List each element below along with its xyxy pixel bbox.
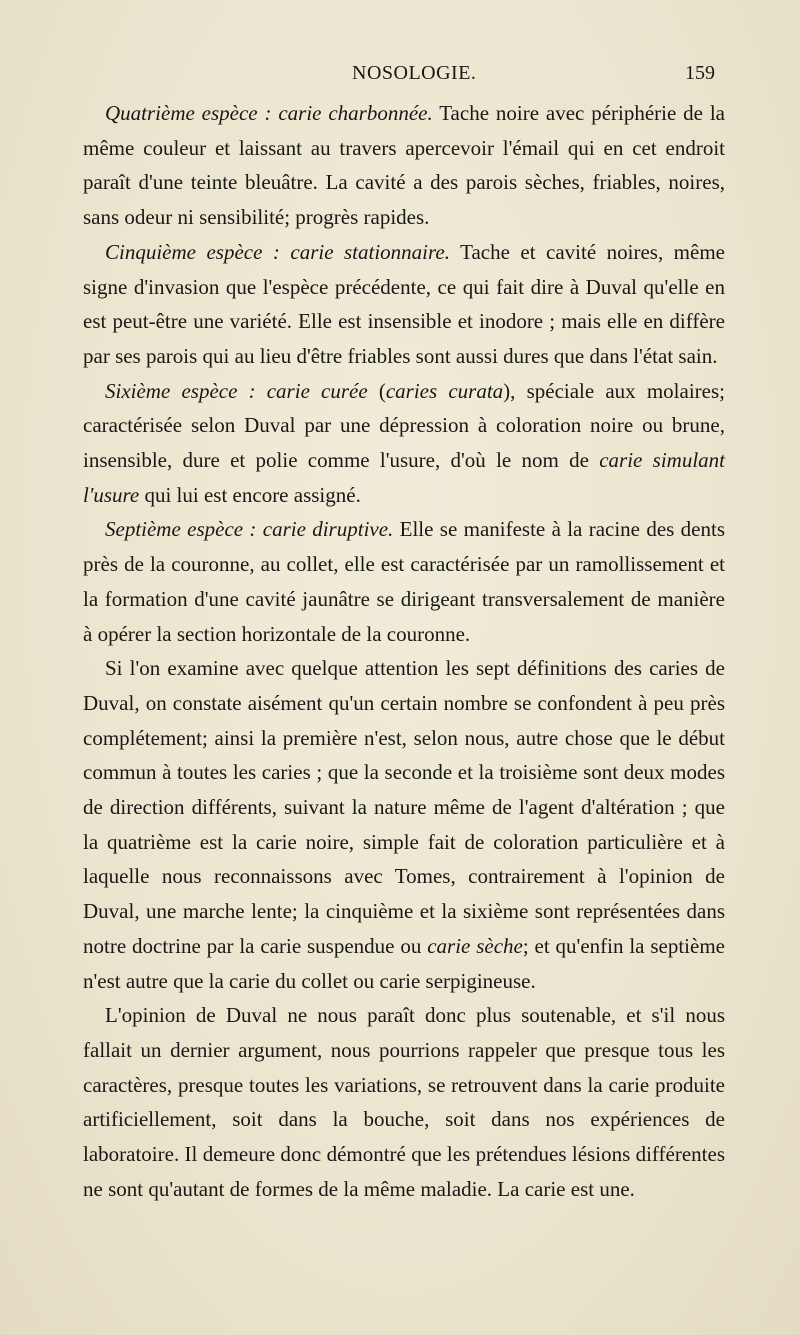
- paragraph-text: (: [367, 378, 386, 403]
- paragraph-septieme-espece: [83, 512, 725, 651]
- emphasized-term: carie simulant l'usure: [83, 448, 725, 507]
- paragraph-conclusion: [83, 998, 725, 1206]
- paragraph-text: Si l'on examine avec quelque attention les sept définitions des caries de Duval, on constate aisément qu'un certain nombre se confondent à peu près complétement; ainsi la première n'est, selon nous, autre chose que le début commun à toutes les caries ; que la seconde et la troisième sont deux modes de direction différents, suivant la nature même de l'agent d'altération ; que la quatrième est la carie noire, simple fait de coloration particulière et à laquelle nous reconnaissons avec Tomes, contrairement à l'opinion de Duval, une marche lente; la cinquième et la sixième sont représentées dans notre doctrine par la carie suspendue ou: [83, 656, 725, 958]
- paragraph-cinquieme-espece: [83, 235, 725, 374]
- paragraph-body: L'opinion de Duval ne nous paraît donc plus soutenable, et s'il nous fallait un dernier argument, nous pourrions rappeler que presque tous les caractères, presque toutes les variations, se retrouvent dans la carie produite artificiellement, soit dans la bouche, soit dans nos expériences de laboratoire. Il demeure donc démontré que les prétendues lésions différentes ne sont qu'autant de formes de la même maladie. La carie est une.: [83, 1003, 725, 1201]
- paragraph-examen-definitions: [83, 651, 725, 998]
- paragraph-text: ; et qu'enfin la septième n'est autre que la carie du collet ou carie serpigineuse.: [83, 933, 725, 993]
- paragraph-lead: Sixième espèce : carie curée: [105, 378, 368, 403]
- paragraph-body: Elle se manifeste à la racine des dents près de la couronne, au collet, elle est caractérisée par un ramollissement et la formation d'une cavité jaunâtre se dirigeant transversalement de manière à opérer la section horizontale de la couronne.: [83, 517, 725, 646]
- paragraph-lead: Septième espèce : carie diruptive.: [105, 517, 394, 542]
- latin-term: caries curata: [385, 378, 504, 403]
- page-number: 159: [685, 62, 715, 84]
- paragraph-lead: Quatrième espèce : carie charbonnée.: [105, 101, 433, 125]
- running-head-title: NOSOLOGIE.: [352, 62, 477, 84]
- paragraph-body: Tache et cavité noires, même signe d'invasion que l'espèce précédente, ce qui fait dire à Duval qu'elle en est peut-être une variété. Elle est insensible et inodore ; mais elle en diffère par ses parois qui au lieu d'être friables sont aussi dures que dans l'état sain.: [83, 239, 725, 368]
- paragraph-lead: Cinquième espèce : carie stationnaire.: [105, 239, 450, 264]
- emphasized-term: carie sèche: [427, 933, 523, 958]
- paragraph-text: ), spéciale aux molaires; caractérisée selon Duval par une dépression à coloration noire ou brune, insensible, dure et polie comme l'usure, d'où le nom de: [83, 378, 725, 473]
- running-head: [0, 62, 800, 92]
- body-text: [83, 96, 725, 1207]
- paragraph-sixieme-espece: [83, 374, 725, 513]
- paragraph-body: Tache noire avec périphérie de la même couleur et laissant au travers apercevoir l'émail qui en cet endroit paraît d'une teinte bleuâtre. La cavité a des parois sèches, friables, noires, sans odeur ni sensibilité; progrès rapides.: [83, 101, 725, 230]
- paragraph-quatrieme-espece: [83, 96, 725, 235]
- paragraph-text: qui lui est encore assigné.: [139, 482, 361, 507]
